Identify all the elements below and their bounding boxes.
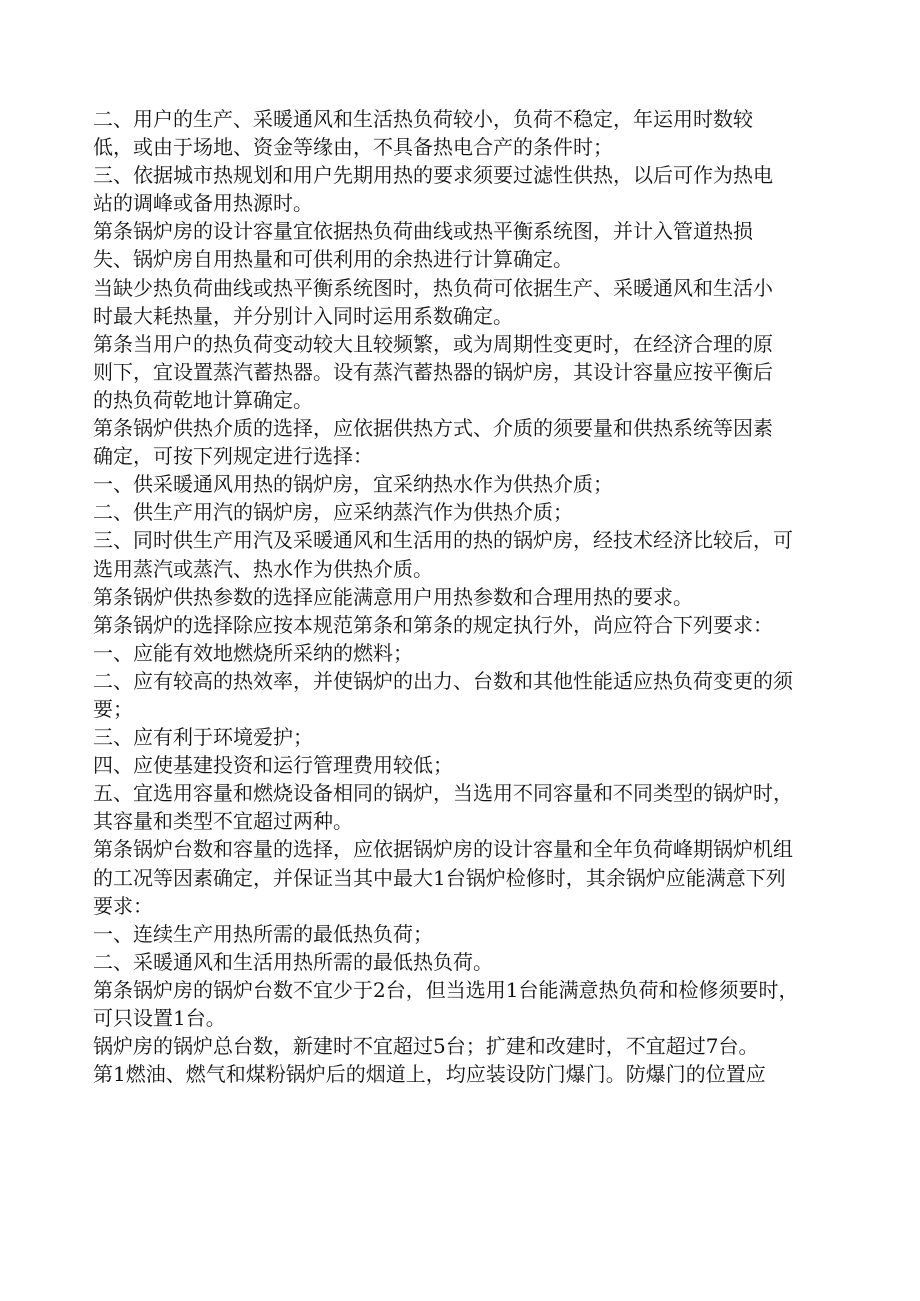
text-line: 的工况等因素确定，并保证当其中最大1台锅炉检修时，其余锅炉应能满意下列 (93, 865, 786, 890)
text-line: 第条锅炉供热介质的选择，应依据供热方式、介质的须要量和供热系统等因素 (93, 416, 773, 441)
text-line: 第条锅炉的选择除应按本规范第条和第条的规定执行外，尚应符合下列要求： (93, 612, 773, 637)
text-line: 锅炉房的锅炉总台数，新建时不宜超过5台；扩建和改建时，不宜超过7台。 (93, 1034, 759, 1059)
text-line: 三、同时供生产用汽及采暖通风和生活用的热的锅炉房，经技术经济比较后，可 (93, 528, 793, 553)
text-line: 其容量和类型不宜超过两种。 (93, 809, 353, 834)
text-line: 二、应有较高的热效率，并使锅炉的出力、台数和其他性能适应热负荷变更的须 (93, 668, 793, 693)
text-line: 二、供生产用汽的锅炉房，应采纳蒸汽作为供热介质； (93, 500, 573, 525)
text-line: 三、依据城市热规划和用户先期用热的要求须要过滤性供热，以后可作为热电 (93, 163, 773, 188)
text-line: 站的调峰或备用热源时。 (93, 191, 313, 216)
text-line: 一、连续生产用热所需的最低热负荷； (93, 921, 433, 946)
text-line: 低，或由于场地、资金等缘由，不具备热电合产的条件时； (93, 135, 613, 160)
text-line: 时最大耗热量，并分别计入同时运用系数确定。 (93, 303, 513, 328)
text-line: 确定，可按下列规定进行选择： (93, 444, 373, 469)
text-line: 第条当用户的热负荷变动较大且较频繁，或为周期性变更时，在经济合理的原 (93, 331, 773, 356)
text-line: 三、应有利于环境爱护； (93, 725, 313, 750)
text-line: 当缺少热负荷曲线或热平衡系统图时，热负荷可依据生产、采暖通风和生活小 (93, 275, 773, 300)
text-line: 可只设置1台。 (93, 1006, 226, 1030)
text-line: 第条锅炉房的锅炉台数不宜少于2台，但当选用1台能满意热负荷和检修须要时， (93, 977, 799, 1002)
text-line: 则下，宜设置蒸汽蓄热器。设有蒸汽蓄热器的锅炉房，其设计容量应按平衡后 (93, 359, 773, 384)
text-line: 要； (93, 696, 133, 721)
text-line: 第条锅炉台数和容量的选择，应依据锅炉房的设计容量和全年负荷峰期锅炉机组 (93, 837, 793, 862)
text-line: 五、宜选用容量和燃烧设备相同的锅炉，当选用不同容量和不同类型的锅炉时， (93, 781, 793, 806)
text-line: 二、采暖通风和生活用热所需的最低热负荷。 (93, 949, 493, 974)
text-line: 一、应能有效地燃烧所采纳的燃料； (93, 640, 413, 665)
text-line: 的热负荷乾地计算确定。 (93, 387, 313, 412)
text-line: 第1燃油、燃气和煤粉锅炉后的烟道上，均应装设防门爆门。防爆门的位置应 (93, 1062, 766, 1087)
text-line: 第条锅炉供热参数的选择应能满意用户用热参数和合理用热的要求。 (93, 584, 693, 609)
document-text-body (93, 105, 838, 1088)
text-line: 失、锅炉房自用热量和可供利用的余热进行计算确定。 (93, 247, 573, 272)
text-line: 四、应使基建投资和运行管理费用较低； (93, 753, 453, 778)
text-line: 要求： (93, 893, 153, 918)
text-line: 二、用户的生产、采暖通风和生活热负荷较小，负荷不稳定，年运用时数较 (93, 107, 753, 131)
text-line: 选用蒸汽或蒸汽、热水作为供热介质。 (93, 556, 433, 581)
text-line: 第条锅炉房的设计容量宜依据热负荷曲线或热平衡系统图，并计入管道热损 (93, 219, 753, 244)
text-line: 一、供采暖通风用热的锅炉房，宜采纳热水作为供热介质； (93, 472, 613, 497)
